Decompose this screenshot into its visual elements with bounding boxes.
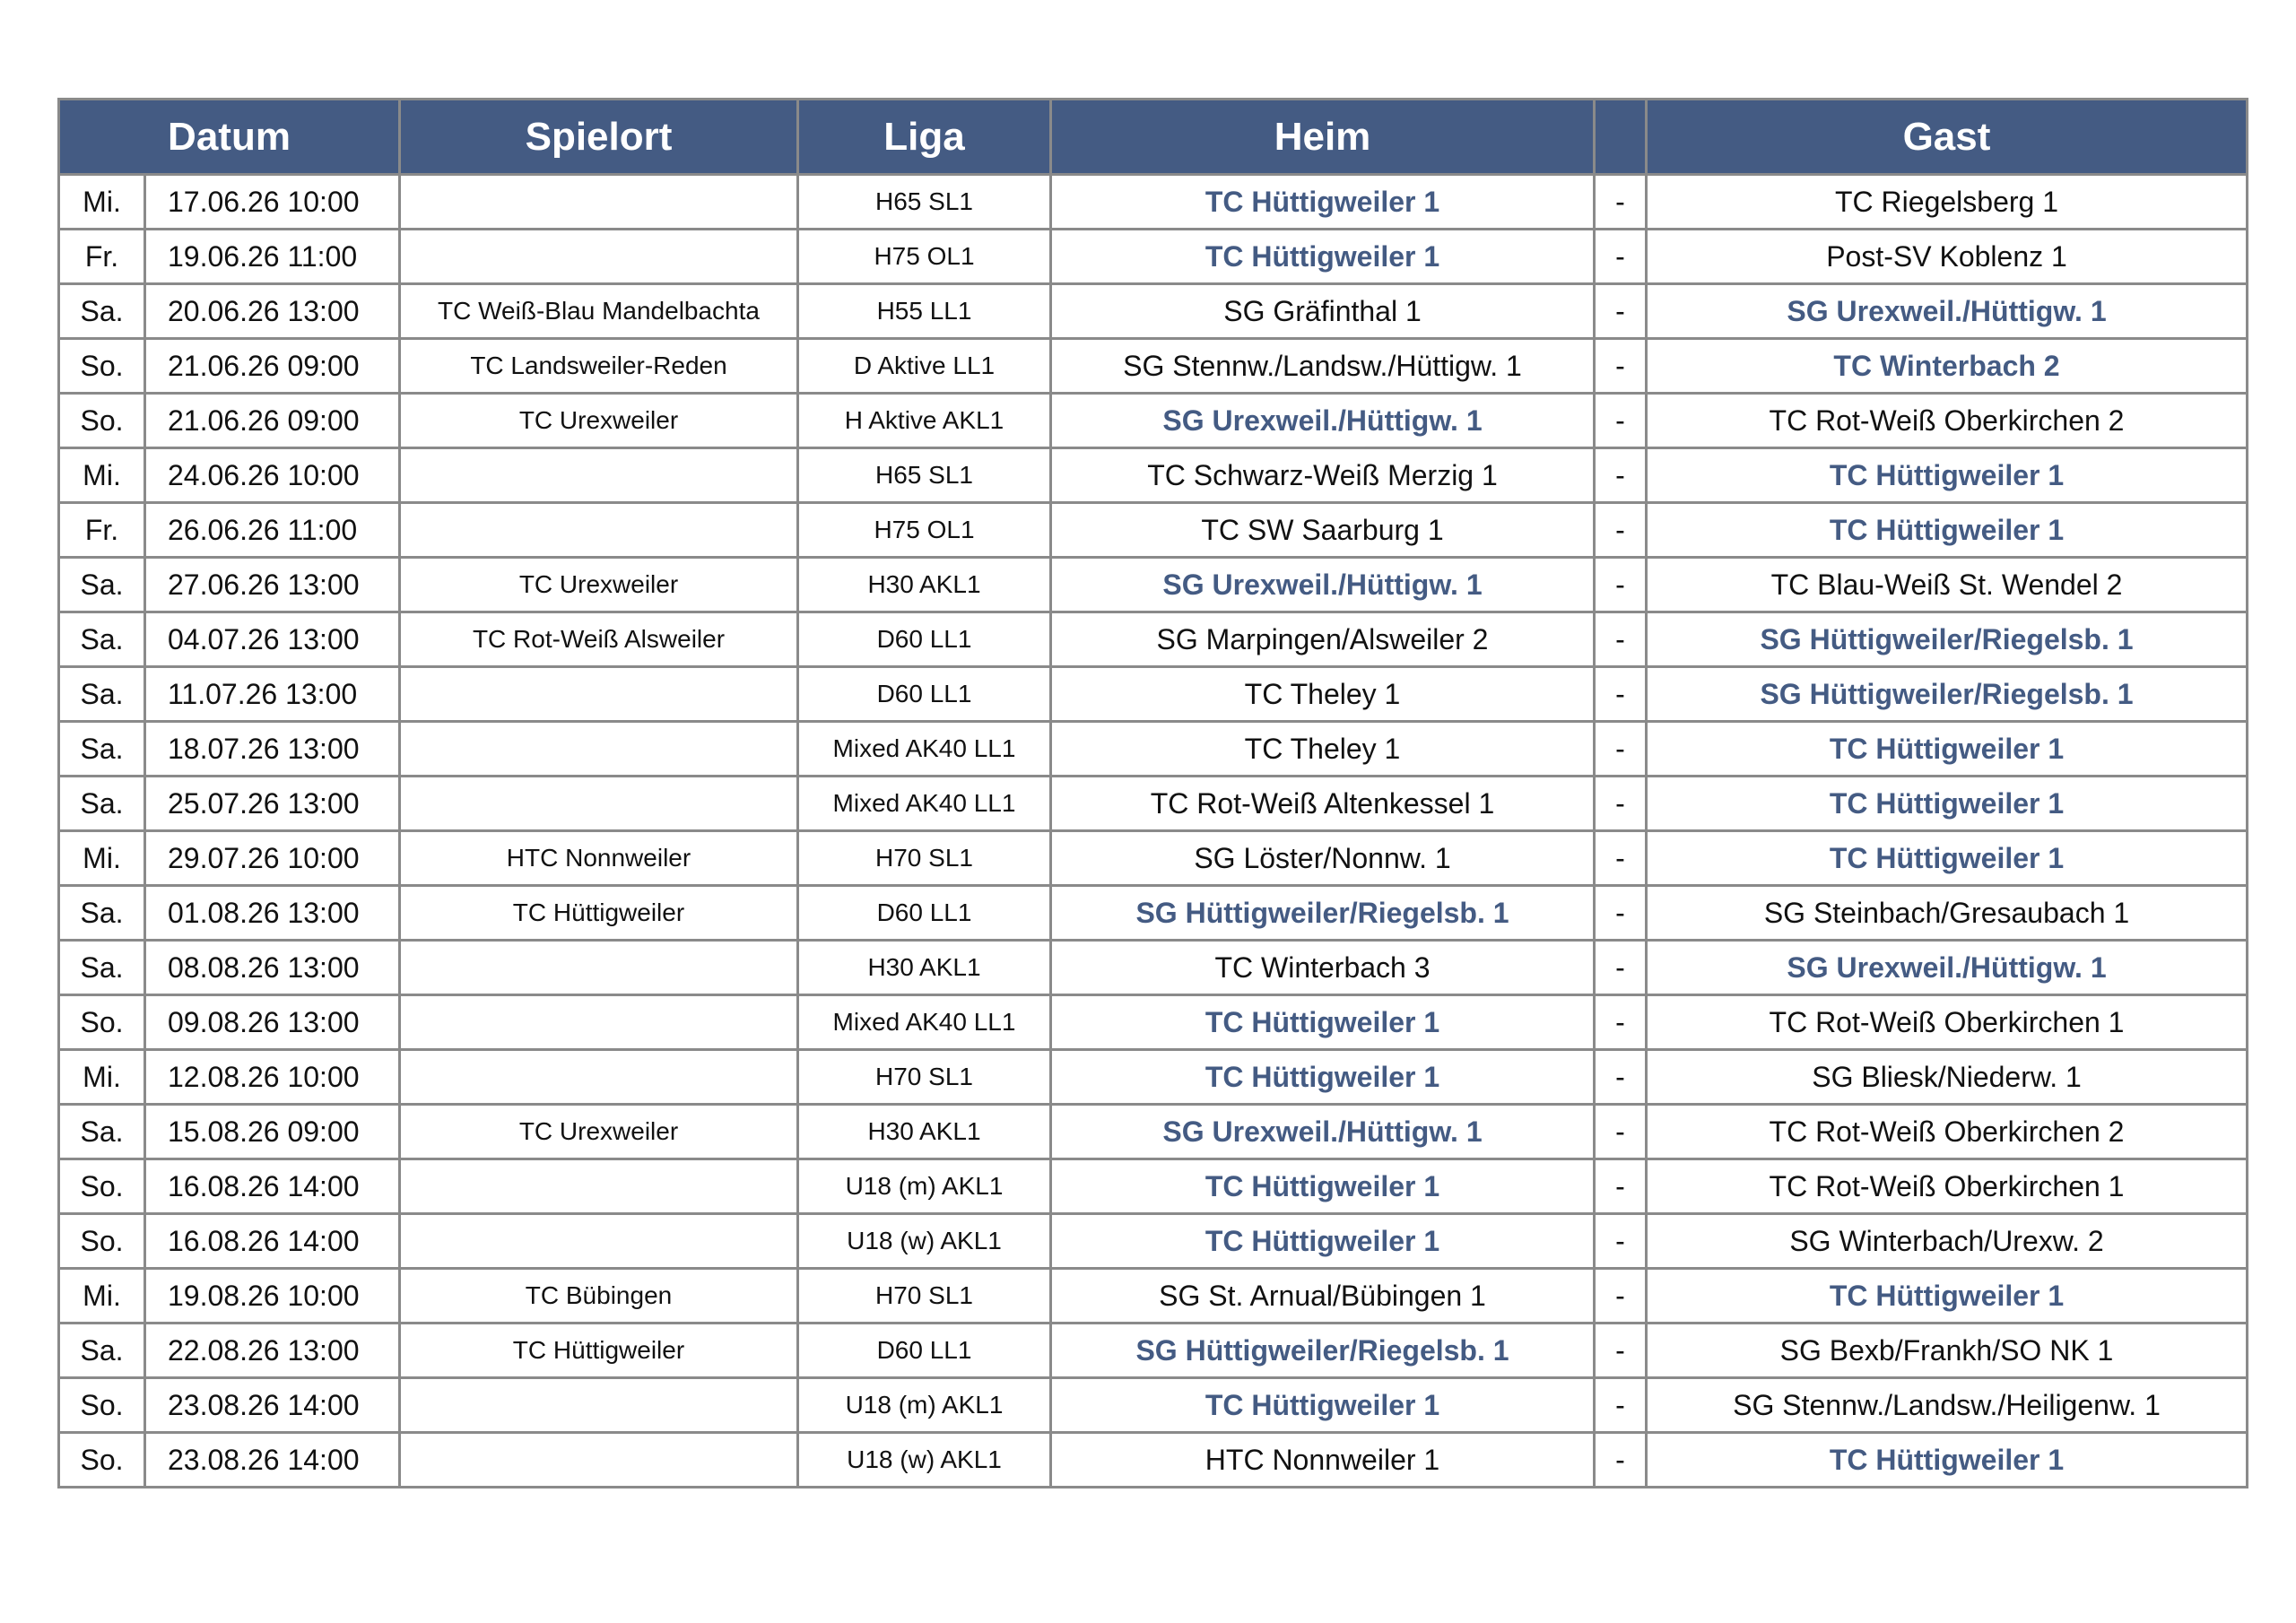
table-row bbox=[59, 777, 2248, 831]
away-team-cell: SG Hüttigweiler/Riegelsb. 1 bbox=[1647, 612, 2248, 667]
separator-cell: - bbox=[1595, 558, 1647, 612]
separator-cell: - bbox=[1595, 175, 1647, 230]
separator-cell: - bbox=[1595, 284, 1647, 339]
weekday-cell: So. bbox=[59, 339, 145, 394]
venue-cell: TC Landsweiler-Reden bbox=[400, 339, 798, 394]
league-cell: U18 (w) AKL1 bbox=[798, 1214, 1051, 1269]
league-cell: U18 (m) AKL1 bbox=[798, 1378, 1051, 1433]
home-team-cell: TC Rot-Weiß Altenkessel 1 bbox=[1051, 777, 1595, 831]
away-team-cell: TC Hüttigweiler 1 bbox=[1647, 448, 2248, 503]
venue-cell bbox=[400, 1378, 798, 1433]
venue-cell bbox=[400, 448, 798, 503]
table-row bbox=[59, 612, 2248, 667]
away-team-cell: TC Winterbach 2 bbox=[1647, 339, 2248, 394]
table-row bbox=[59, 339, 2248, 394]
date-time-cell: 09.08.26 13:00 bbox=[145, 995, 400, 1050]
venue-cell: TC Bübingen bbox=[400, 1269, 798, 1324]
away-team-cell: TC Rot-Weiß Oberkirchen 1 bbox=[1647, 1159, 2248, 1214]
venue-cell bbox=[400, 722, 798, 777]
separator-cell: - bbox=[1595, 995, 1647, 1050]
separator-cell: - bbox=[1595, 831, 1647, 886]
date-time-cell: 21.06.26 09:00 bbox=[145, 339, 400, 394]
home-team-cell: SG Urexweil./Hüttigw. 1 bbox=[1051, 1105, 1595, 1159]
away-team-cell: SG Urexweil./Hüttigw. 1 bbox=[1647, 284, 2248, 339]
league-cell: Mixed AK40 LL1 bbox=[798, 722, 1051, 777]
date-time-cell: 23.08.26 14:00 bbox=[145, 1378, 400, 1433]
away-team-cell: SG Bliesk/Niederw. 1 bbox=[1647, 1050, 2248, 1105]
home-team-cell: TC Winterbach 3 bbox=[1051, 941, 1595, 995]
league-cell: H75 OL1 bbox=[798, 503, 1051, 558]
separator-cell: - bbox=[1595, 1433, 1647, 1488]
date-time-cell: 19.08.26 10:00 bbox=[145, 1269, 400, 1324]
league-cell: D Aktive LL1 bbox=[798, 339, 1051, 394]
date-time-cell: 25.07.26 13:00 bbox=[145, 777, 400, 831]
date-time-cell: 22.08.26 13:00 bbox=[145, 1324, 400, 1378]
weekday-cell: Mi. bbox=[59, 1050, 145, 1105]
venue-cell: TC Hüttigweiler bbox=[400, 886, 798, 941]
table-row bbox=[59, 1159, 2248, 1214]
away-team-cell: TC Rot-Weiß Oberkirchen 2 bbox=[1647, 394, 2248, 448]
home-team-cell: SG St. Arnual/Bübingen 1 bbox=[1051, 1269, 1595, 1324]
date-time-cell: 16.08.26 14:00 bbox=[145, 1159, 400, 1214]
venue-cell bbox=[400, 1433, 798, 1488]
header-datum: Datum bbox=[59, 100, 400, 175]
header-heim: Heim bbox=[1051, 100, 1595, 175]
separator-cell: - bbox=[1595, 941, 1647, 995]
table-row bbox=[59, 886, 2248, 941]
table-row bbox=[59, 503, 2248, 558]
home-team-cell: SG Stennw./Landsw./Hüttigw. 1 bbox=[1051, 339, 1595, 394]
table-row bbox=[59, 667, 2248, 722]
weekday-cell: Fr. bbox=[59, 230, 145, 284]
venue-cell: TC Urexweiler bbox=[400, 394, 798, 448]
table-row bbox=[59, 448, 2248, 503]
league-cell: H30 AKL1 bbox=[798, 1105, 1051, 1159]
venue-cell: TC Urexweiler bbox=[400, 558, 798, 612]
match-schedule-table bbox=[57, 98, 2248, 1488]
weekday-cell: Sa. bbox=[59, 1105, 145, 1159]
away-team-cell: SG Urexweil./Hüttigw. 1 bbox=[1647, 941, 2248, 995]
venue-cell: TC Rot-Weiß Alsweiler bbox=[400, 612, 798, 667]
weekday-cell: Sa. bbox=[59, 1324, 145, 1378]
date-time-cell: 01.08.26 13:00 bbox=[145, 886, 400, 941]
home-team-cell: TC Theley 1 bbox=[1051, 667, 1595, 722]
home-team-cell: SG Hüttigweiler/Riegelsb. 1 bbox=[1051, 886, 1595, 941]
home-team-cell: TC SW Saarburg 1 bbox=[1051, 503, 1595, 558]
weekday-cell: So. bbox=[59, 1433, 145, 1488]
home-team-cell: SG Hüttigweiler/Riegelsb. 1 bbox=[1051, 1324, 1595, 1378]
separator-cell: - bbox=[1595, 777, 1647, 831]
league-cell: U18 (w) AKL1 bbox=[798, 1433, 1051, 1488]
weekday-cell: Sa. bbox=[59, 722, 145, 777]
home-team-cell: SG Löster/Nonnw. 1 bbox=[1051, 831, 1595, 886]
away-team-cell: TC Rot-Weiß Oberkirchen 2 bbox=[1647, 1105, 2248, 1159]
away-team-cell: SG Stennw./Landsw./Heiligenw. 1 bbox=[1647, 1378, 2248, 1433]
venue-cell bbox=[400, 175, 798, 230]
table-row bbox=[59, 722, 2248, 777]
away-team-cell: TC Riegelsberg 1 bbox=[1647, 175, 2248, 230]
home-team-cell: TC Hüttigweiler 1 bbox=[1051, 1050, 1595, 1105]
date-time-cell: 27.06.26 13:00 bbox=[145, 558, 400, 612]
date-time-cell: 23.08.26 14:00 bbox=[145, 1433, 400, 1488]
away-team-cell: TC Blau-Weiß St. Wendel 2 bbox=[1647, 558, 2248, 612]
weekday-cell: Mi. bbox=[59, 831, 145, 886]
league-cell: D60 LL1 bbox=[798, 1324, 1051, 1378]
league-cell: H65 SL1 bbox=[798, 448, 1051, 503]
weekday-cell: Mi. bbox=[59, 175, 145, 230]
date-time-cell: 12.08.26 10:00 bbox=[145, 1050, 400, 1105]
table-row bbox=[59, 995, 2248, 1050]
date-time-cell: 11.07.26 13:00 bbox=[145, 667, 400, 722]
league-cell: D60 LL1 bbox=[798, 667, 1051, 722]
date-time-cell: 16.08.26 14:00 bbox=[145, 1214, 400, 1269]
weekday-cell: Sa. bbox=[59, 941, 145, 995]
header-gast: Gast bbox=[1647, 100, 2248, 175]
home-team-cell: TC Hüttigweiler 1 bbox=[1051, 175, 1595, 230]
date-time-cell: 19.06.26 11:00 bbox=[145, 230, 400, 284]
home-team-cell: TC Hüttigweiler 1 bbox=[1051, 230, 1595, 284]
weekday-cell: So. bbox=[59, 995, 145, 1050]
home-team-cell: TC Hüttigweiler 1 bbox=[1051, 1214, 1595, 1269]
weekday-cell: Fr. bbox=[59, 503, 145, 558]
home-team-cell: SG Gräfinthal 1 bbox=[1051, 284, 1595, 339]
separator-cell: - bbox=[1595, 1324, 1647, 1378]
league-cell: H65 SL1 bbox=[798, 175, 1051, 230]
weekday-cell: Sa. bbox=[59, 612, 145, 667]
date-time-cell: 18.07.26 13:00 bbox=[145, 722, 400, 777]
weekday-cell: Sa. bbox=[59, 667, 145, 722]
league-cell: H70 SL1 bbox=[798, 1050, 1051, 1105]
home-team-cell: TC Hüttigweiler 1 bbox=[1051, 1378, 1595, 1433]
table-row bbox=[59, 1324, 2248, 1378]
separator-cell: - bbox=[1595, 1159, 1647, 1214]
header-spielort: Spielort bbox=[400, 100, 798, 175]
table-row bbox=[59, 1433, 2248, 1488]
weekday-cell: Mi. bbox=[59, 1269, 145, 1324]
league-cell: H30 AKL1 bbox=[798, 558, 1051, 612]
table-row bbox=[59, 230, 2248, 284]
date-time-cell: 04.07.26 13:00 bbox=[145, 612, 400, 667]
weekday-cell: Sa. bbox=[59, 886, 145, 941]
table-row bbox=[59, 1269, 2248, 1324]
home-team-cell: TC Schwarz-Weiß Merzig 1 bbox=[1051, 448, 1595, 503]
league-cell: Mixed AK40 LL1 bbox=[798, 777, 1051, 831]
league-cell: H70 SL1 bbox=[798, 831, 1051, 886]
away-team-cell: TC Hüttigweiler 1 bbox=[1647, 503, 2248, 558]
away-team-cell: TC Rot-Weiß Oberkirchen 1 bbox=[1647, 995, 2248, 1050]
header-liga: Liga bbox=[798, 100, 1051, 175]
away-team-cell: SG Steinbach/Gresaubach 1 bbox=[1647, 886, 2248, 941]
separator-cell: - bbox=[1595, 1378, 1647, 1433]
away-team-cell: Post-SV Koblenz 1 bbox=[1647, 230, 2248, 284]
home-team-cell: TC Theley 1 bbox=[1051, 722, 1595, 777]
date-time-cell: 21.06.26 09:00 bbox=[145, 394, 400, 448]
header-row bbox=[59, 100, 2248, 175]
separator-cell: - bbox=[1595, 230, 1647, 284]
league-cell: H75 OL1 bbox=[798, 230, 1051, 284]
weekday-cell: So. bbox=[59, 1378, 145, 1433]
separator-cell: - bbox=[1595, 339, 1647, 394]
league-cell: U18 (m) AKL1 bbox=[798, 1159, 1051, 1214]
venue-cell bbox=[400, 1214, 798, 1269]
home-team-cell: TC Hüttigweiler 1 bbox=[1051, 995, 1595, 1050]
venue-cell: TC Hüttigweiler bbox=[400, 1324, 798, 1378]
weekday-cell: So. bbox=[59, 1159, 145, 1214]
venue-cell: TC Weiß-Blau Mandelbachta bbox=[400, 284, 798, 339]
venue-cell: TC Urexweiler bbox=[400, 1105, 798, 1159]
date-time-cell: 29.07.26 10:00 bbox=[145, 831, 400, 886]
separator-cell: - bbox=[1595, 1269, 1647, 1324]
away-team-cell: SG Bexb/Frankh/SO NK 1 bbox=[1647, 1324, 2248, 1378]
separator-cell: - bbox=[1595, 612, 1647, 667]
table-row bbox=[59, 941, 2248, 995]
home-team-cell: SG Marpingen/Alsweiler 2 bbox=[1051, 612, 1595, 667]
venue-cell bbox=[400, 995, 798, 1050]
away-team-cell: SG Hüttigweiler/Riegelsb. 1 bbox=[1647, 667, 2248, 722]
separator-cell: - bbox=[1595, 1105, 1647, 1159]
table-header bbox=[59, 100, 2248, 175]
away-team-cell: SG Winterbach/Urexw. 2 bbox=[1647, 1214, 2248, 1269]
date-time-cell: 08.08.26 13:00 bbox=[145, 941, 400, 995]
venue-cell: HTC Nonnweiler bbox=[400, 831, 798, 886]
away-team-cell: TC Hüttigweiler 1 bbox=[1647, 1433, 2248, 1488]
separator-cell: - bbox=[1595, 886, 1647, 941]
away-team-cell: TC Hüttigweiler 1 bbox=[1647, 831, 2248, 886]
separator-cell: - bbox=[1595, 503, 1647, 558]
home-team-cell: TC Hüttigweiler 1 bbox=[1051, 1159, 1595, 1214]
home-team-cell: SG Urexweil./Hüttigw. 1 bbox=[1051, 558, 1595, 612]
separator-cell: - bbox=[1595, 1050, 1647, 1105]
league-cell: Mixed AK40 LL1 bbox=[798, 995, 1051, 1050]
header-separator bbox=[1595, 100, 1647, 175]
away-team-cell: TC Hüttigweiler 1 bbox=[1647, 722, 2248, 777]
league-cell: D60 LL1 bbox=[798, 612, 1051, 667]
date-time-cell: 17.06.26 10:00 bbox=[145, 175, 400, 230]
weekday-cell: So. bbox=[59, 394, 145, 448]
weekday-cell: Mi. bbox=[59, 448, 145, 503]
league-cell: H30 AKL1 bbox=[798, 941, 1051, 995]
weekday-cell: Sa. bbox=[59, 284, 145, 339]
table-row bbox=[59, 1378, 2248, 1433]
table-body bbox=[59, 175, 2248, 1488]
date-time-cell: 24.06.26 10:00 bbox=[145, 448, 400, 503]
venue-cell bbox=[400, 777, 798, 831]
table-row bbox=[59, 1105, 2248, 1159]
league-cell: H70 SL1 bbox=[798, 1269, 1051, 1324]
venue-cell bbox=[400, 503, 798, 558]
date-time-cell: 15.08.26 09:00 bbox=[145, 1105, 400, 1159]
venue-cell bbox=[400, 1050, 798, 1105]
venue-cell bbox=[400, 941, 798, 995]
separator-cell: - bbox=[1595, 667, 1647, 722]
venue-cell bbox=[400, 230, 798, 284]
date-time-cell: 20.06.26 13:00 bbox=[145, 284, 400, 339]
table-row bbox=[59, 1214, 2248, 1269]
date-time-cell: 26.06.26 11:00 bbox=[145, 503, 400, 558]
away-team-cell: TC Hüttigweiler 1 bbox=[1647, 1269, 2248, 1324]
away-team-cell: TC Hüttigweiler 1 bbox=[1647, 777, 2248, 831]
table-row bbox=[59, 831, 2248, 886]
venue-cell bbox=[400, 1159, 798, 1214]
league-cell: D60 LL1 bbox=[798, 886, 1051, 941]
league-cell: H Aktive AKL1 bbox=[798, 394, 1051, 448]
home-team-cell: SG Urexweil./Hüttigw. 1 bbox=[1051, 394, 1595, 448]
home-team-cell: HTC Nonnweiler 1 bbox=[1051, 1433, 1595, 1488]
separator-cell: - bbox=[1595, 448, 1647, 503]
table-row bbox=[59, 1050, 2248, 1105]
weekday-cell: Sa. bbox=[59, 558, 145, 612]
weekday-cell: So. bbox=[59, 1214, 145, 1269]
table-row bbox=[59, 175, 2248, 230]
table-row bbox=[59, 394, 2248, 448]
weekday-cell: Sa. bbox=[59, 777, 145, 831]
venue-cell bbox=[400, 667, 798, 722]
league-cell: H55 LL1 bbox=[798, 284, 1051, 339]
separator-cell: - bbox=[1595, 394, 1647, 448]
table-row bbox=[59, 558, 2248, 612]
table-row bbox=[59, 284, 2248, 339]
separator-cell: - bbox=[1595, 1214, 1647, 1269]
separator-cell: - bbox=[1595, 722, 1647, 777]
